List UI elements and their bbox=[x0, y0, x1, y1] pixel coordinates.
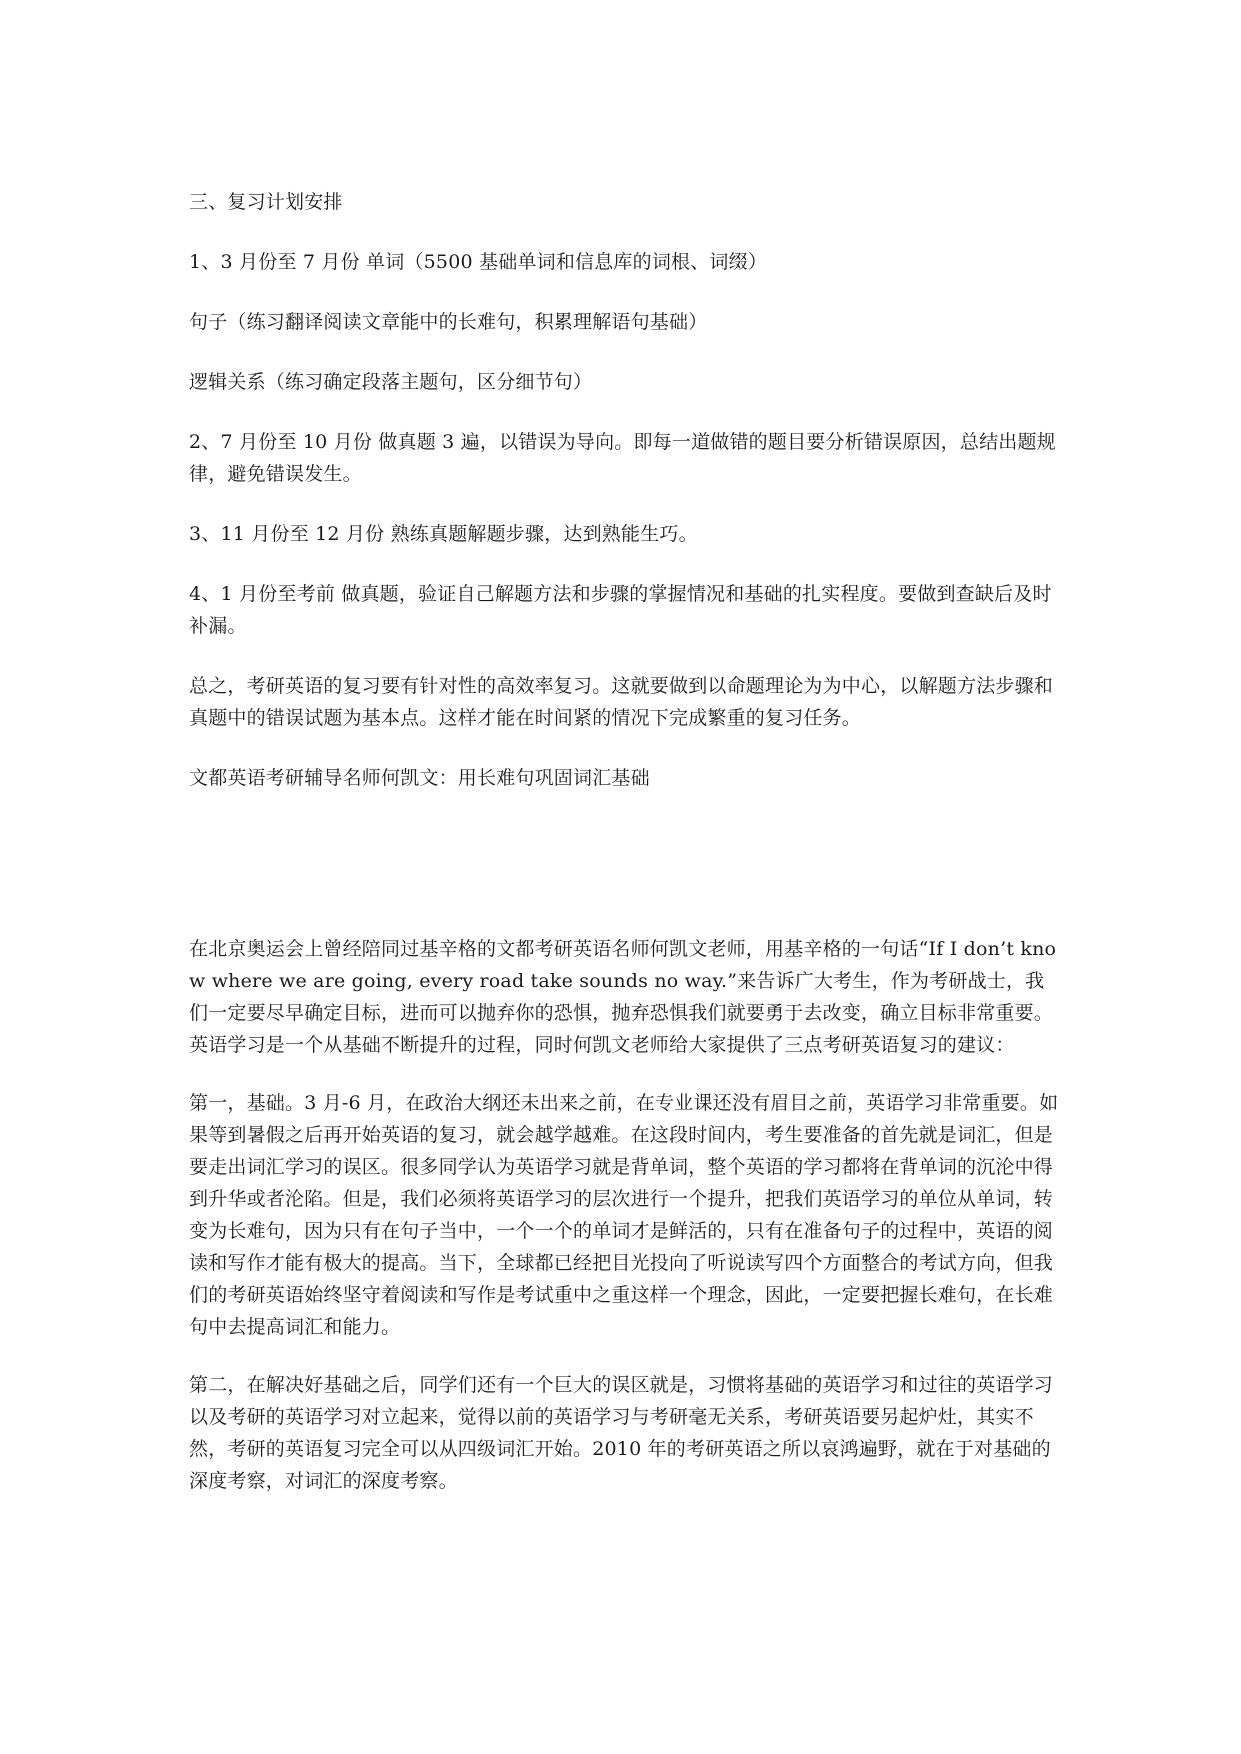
plan-item-4: 4、1 月份至考前 做真题，验证自己解题方法和步骤的掌握情况和基础的扎实程度。要做到查缺后及时补漏。 bbox=[189, 583, 1052, 637]
plan-item-2: 2、7 月份至 10 月份 做真题 3 遍，以错误为导向。即每一道做错的题目要分析错误原因，总结出题规律，避免错误发生。 bbox=[189, 431, 1056, 485]
plan-item-1: 1、3 月份至 7 月份 单词（5500 基础单词和信息库的词根、词缀） bbox=[189, 251, 768, 273]
article-paragraph-first: 第一，基础。3 月-6 月，在政治大纲还未出来之前，在专业课还没有眉目之前，英语学习非常重要。如果等到暑假之后再开始英语的复习，就会越学越难。在这段时间内，考生要准备的首先就是词汇，但是要走出词汇学习的误区。很多同学认为英语学习就是背单词，整个英语的学习都将在背单词的沉沦中得到升华或者沦陷。但是，我们必须将英语学习的层次进行一个提升，把我们英语学习的单位从单词，转变为长难句，因为只有在句子当中，一个一个的单词才是鲜活的，只有在准备句子的过程中，英语的阅读和写作才能有极大的提高。当下，全球都已经把目光投向了听说读写四个方面整合的考试方向，但我们的考研英语始终坚守着阅读和写作是考试重中之重这样一个理念，因此，一定要把握长难句，在长难句中去提高词汇和能力。 bbox=[189, 1092, 1059, 1338]
plan-item-3: 3、11 月份至 12 月份 熟练真题解题步骤，达到熟能生巧。 bbox=[189, 523, 698, 545]
summary-paragraph: 总之，考研英语的复习要有针对性的高效率复习。这就要做到以命题理论为为中心，以解题方法步骤和真题中的错误试题为基本点。这样才能在时间紧的情况下完成繁重的复习任务。 bbox=[189, 675, 1054, 729]
article-title: 文都英语考研辅导名师何凯文：用长难句巩固词汇基础 bbox=[189, 767, 650, 789]
article-paragraph-second: 第二，在解决好基础之后，同学们还有一个巨大的误区就是，习惯将基础的英语学习和过往的英语学习以及考研的英语学习对立起来，觉得以前的英语学习与考研毫无关系，考研英语要另起炉灶，其实不然，考研的英语复习完全可以从四级词汇开始。2010 年的考研英语之所以哀鸿遍野，就在于对基础的深度考察，对词汇的深度考察。 bbox=[189, 1374, 1054, 1492]
plan-item-sentences: 句子（练习翻译阅读文章能中的长难句，积累理解语句基础） bbox=[189, 311, 708, 333]
article-paragraph-intro: 在北京奥运会上曾经陪同过基辛格的文都考研英语名师何凯文老师，用基辛格的一句话“If I don’t know where we are going, every road take sounds no way.”来告诉广大考生，作为考研战士，我们一定要尽早确定目标，进而可以抛弃你的恐惧，抛弃恐惧我们就要勇于去改变，确立目标非常重要。英语学习是一个从基础不断提升的过程，同时何凯文老师给大家提供了三点考研英语复习的建议： bbox=[189, 938, 1057, 1056]
plan-item-logic: 逻辑关系（练习确定段落主题句，区分细节句） bbox=[189, 371, 593, 393]
section-heading: 三、复习计划安排 bbox=[189, 191, 343, 213]
document-body bbox=[189, 186, 1059, 1497]
